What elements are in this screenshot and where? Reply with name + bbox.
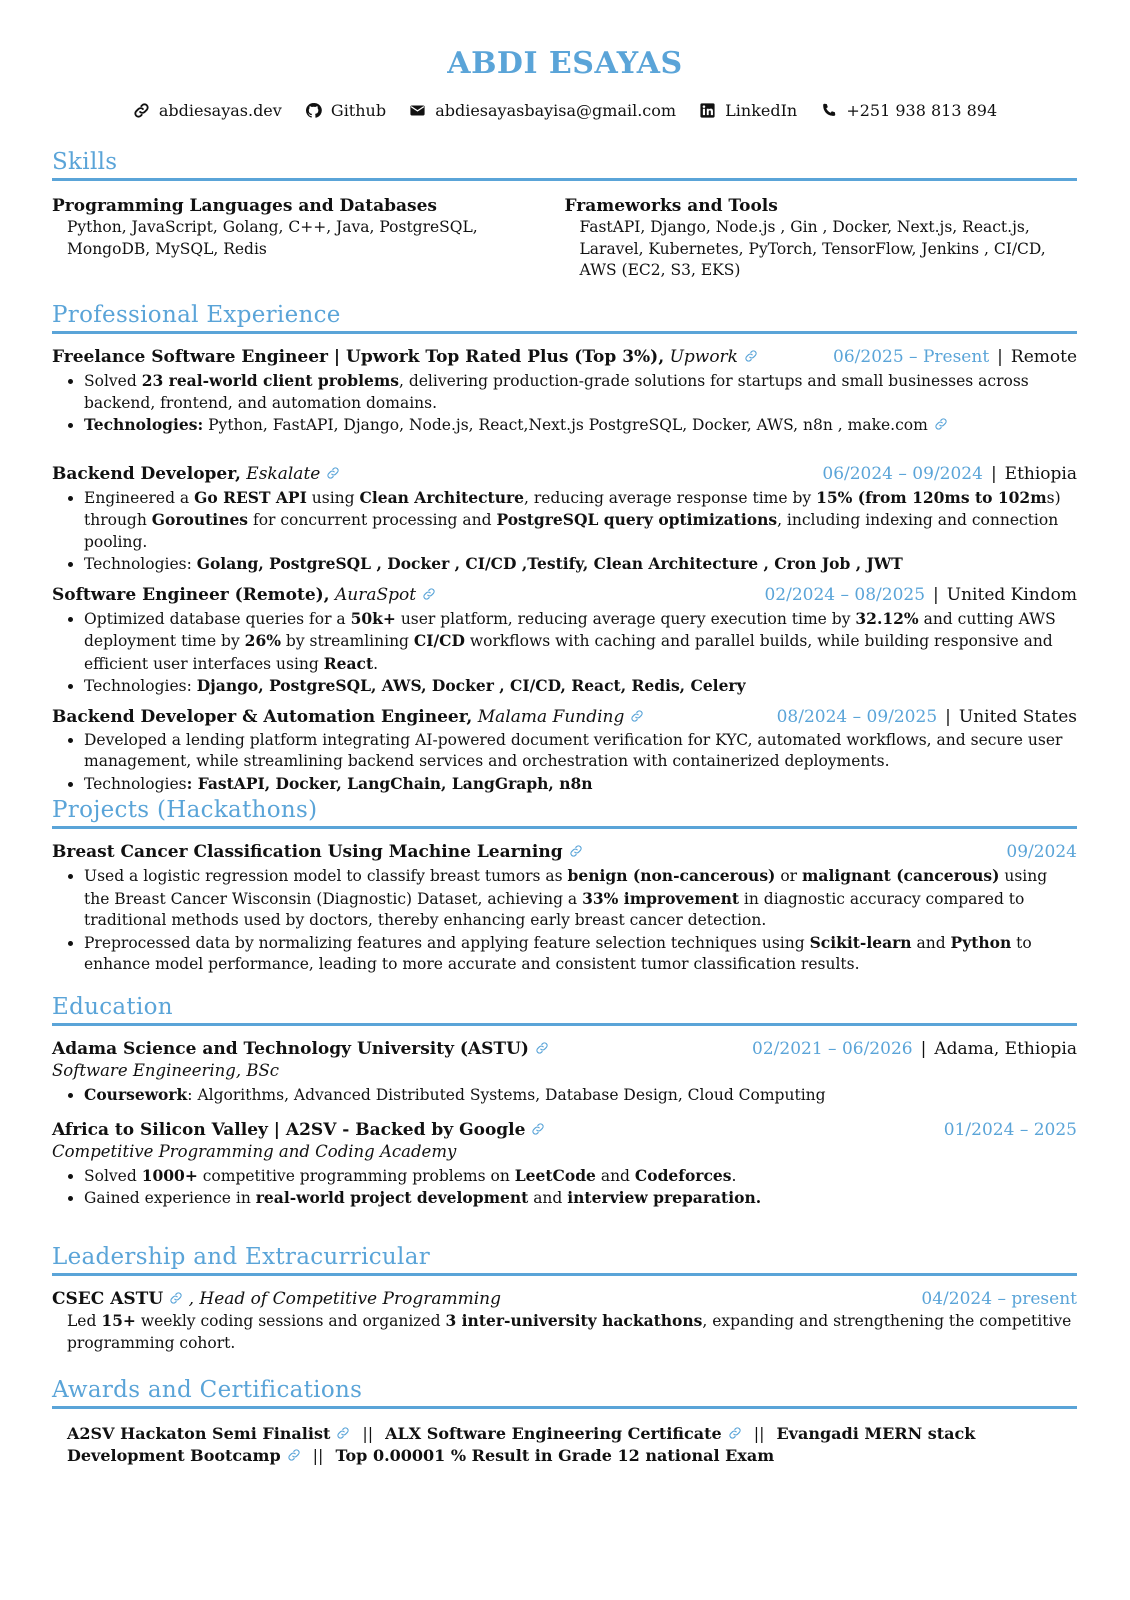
awards-section [52,1376,1077,1467]
section-title: Awards and Certifications [52,1376,1077,1409]
education-entry: Adama Science and Technology University (ASTU) 02/2021 – 06/2026 | Adama, Ethiopia Software Engineering, BSc • Coursework: Algorithms, Advanced Distributed Systems, Database Design, Cloud Computing [52,1038,1077,1107]
section-title: Professional Experience [52,301,1077,334]
education-bullet: • Gained experience in real-world project development and interview preparation. [84,1187,1077,1210]
link-icon[interactable] [326,466,340,480]
link-icon[interactable] [422,587,436,601]
education-bullet: • Solved 1000+ competitive programming problems on LeetCode and Codeforces. [84,1165,1077,1188]
experience-section [52,301,1077,795]
email-icon [409,102,426,119]
job-entry: Backend Developer & Automation Engineer, Malama Funding 08/2024 – 09/2025 | United States • Developed a lending platform integrating AI-powered document verification for KYC, automated workflows, and secure user management, while streamlining backend services and orchestration with containerized deployments. • Technologies: FastAPI, Docker, LangChain, LangGraph, n8n [52,706,1077,796]
skills-frameworks: Frameworks and Tools FastAPI, Django, Node.js , Gin , Docker, Next.js, React.js, Laravel, Kubernetes, PyTorch, TensorFlow, Jenkins , CI/CD, AWS (EC2, S3, EKS) [564,196,1046,279]
job-entry: Software Engineer (Remote), AuraSpot 02/2024 – 08/2025 | United Kindom • Optimized database queries for a 50k+ user platform, reducing average query execution time by 32.12% and cutting AWS deployment time by 26% by streamlining CI/CD workflows with caching and parallel builds, while building responsive and efficient user interfaces using React. • Technologies: Django, PostgreSQL, AWS, Docker , CI/CD, React, Redis, Celery [52,584,1077,698]
job-bullet: • Technologies: Golang, PostgreSQL , Docker , CI/CD ,Testify, Clean Architecture , Cron Job , JWT [84,553,1077,576]
section-title: Leadership and Extracurricular [52,1243,1077,1276]
github-link[interactable]: Github [305,101,386,120]
job-entry: Freelance Software Engineer | Upwork Top Rated Plus (Top 3%), Upwork 06/2025 – Present | Remote • Solved 23 real-world client problems, delivering production-grade solutions for startups and small businesses across backend, frontend, and automation domains. • Technologies: Python, FastAPI, Django, Node.js, React,Next.js PostgreSQL, Docker, AWS, n8n , make.com [52,346,1077,437]
link-icon[interactable] [535,1041,549,1055]
link-icon [133,102,150,119]
award-item: Evangadi MERN stack Development Bootcamp [67,1424,976,1465]
candidate-name: ABDI ESAYAS [447,46,683,81]
job-bullet: • Technologies: Python, FastAPI, Django, Node.js, React,Next.js PostgreSQL, Docker, AWS, n8n , make.com [84,414,1077,437]
link-icon[interactable] [934,417,948,431]
link-icon[interactable] [569,844,583,858]
section-title: Projects (Hackathons) [52,796,1077,829]
link-icon[interactable] [169,1291,183,1305]
projects-section [52,796,1077,976]
link-icon[interactable] [336,1426,350,1440]
job-bullet: • Optimized database queries for a 50k+ user platform, reducing average query execution time by 32.12% and cutting AWS deployment time by 26% by streamlining CI/CD workflows with caching and parallel builds, while building responsive and efficient user interfaces using React. [84,608,1077,676]
phone-link[interactable]: +251 938 813 894 [820,101,997,120]
award-item: A2SV Hackaton Semi Finalist [67,1424,331,1443]
project-entry: Breast Cancer Classification Using Machine Learning 09/2024 • Used a logistic regression model to classify breast tumors as benign (non-cancerous) or malignant (cancerous) using the Breast Cancer Wisconsin (Diagnostic) Dataset, achieving a 33% improvement in diagnostic accuracy compared to traditional methods used by doctors, thereby enhancing early breast cancer detection. • Preprocessed data by normalizing features and applying feature selection techniques using Scikit-learn and Python to enhance model performance, leading to more accurate and consistent tumor classification results. [52,841,1077,976]
section-title: Skills [52,148,1077,181]
award-item: ALX Software Engineering Certificate [385,1424,722,1443]
website-link[interactable]: abdiesayas.dev [133,101,282,120]
leadership-entry: CSEC ASTU , Head of Competitive Programming 04/2024 – present Led 15+ weekly coding sessions and organized 3 inter-university hackathons, expanding and strengthening the competitive programming cohort. [52,1288,1077,1354]
link-icon[interactable] [630,709,644,723]
leadership-description: Led 15+ weekly coding sessions and organized 3 inter-university hackathons, expanding and strengthening the competitive programming cohort. [67,1311,1072,1352]
job-entry: Backend Developer, Eskalate 06/2024 – 09/2024 | Ethiopia • Engineered a Go REST API using Clean Architecture, reducing average response time by 15% (from 120ms to 102ms) through Goroutines for concurrent processing and PostgreSQL query optimizations, including indexing and connection pooling. • Technologies: Golang, PostgreSQL , Docker , CI/CD ,Testify, Clean Architecture , Cron Job , JWT [52,463,1077,576]
job-bullet: • Technologies: Django, PostgreSQL, AWS, Docker , CI/CD, React, Redis, Celery [84,675,1077,698]
link-icon[interactable] [728,1426,742,1440]
link-icon[interactable] [744,349,758,363]
leadership-section [52,1243,1077,1354]
job-bullet: • Solved 23 real-world client problems, delivering production-grade solutions for startups and small businesses across backend, frontend, and automation domains. [84,370,1077,414]
awards-list: A2SV Hackaton Semi Finalist || ALX Software Engineering Certificate || Evangadi MERN stack Development Bootcamp || Top 0.00001 % Result in Grade 12 national Exam [67,1424,976,1465]
skills-section [52,148,1077,282]
project-bullet: • Preprocessed data by normalizing features and applying feature selection techniques using Scikit-learn and Python to enhance model performance, leading to more accurate and consistent tumor classification results. [84,932,1077,976]
phone-icon [820,102,837,119]
award-item: Top 0.00001 % Result in Grade 12 national Exam [335,1446,775,1465]
link-icon[interactable] [287,1448,301,1462]
job-bullet: • Technologies: FastAPI, Docker, LangChain, LangGraph, n8n [84,773,1077,796]
linkedin-icon [699,102,716,119]
link-icon[interactable] [531,1122,545,1136]
job-bullet: • Developed a lending platform integrating AI-powered document verification for KYC, automated workflows, and secure user management, while streamlining backend services and orchestration with containerized deployments. [84,730,1077,773]
github-icon [305,102,322,119]
linkedin-link[interactable]: LinkedIn [699,101,797,120]
education-bullet: • Coursework: Algorithms, Advanced Distributed Systems, Database Design, Cloud Computing [84,1084,1077,1107]
project-bullet: • Used a logistic regression model to classify breast tumors as benign (non-cancerous) or malignant (cancerous) using the Breast Cancer Wisconsin (Diagnostic) Dataset, achieving a 33% improvement in diagnostic accuracy compared to traditional methods used by doctors, thereby enhancing early breast cancer detection. [84,865,1077,932]
job-bullet: • Engineered a Go REST API using Clean Architecture, reducing average response time by 15% (from 120ms to 102ms) through Goroutines for concurrent processing and PostgreSQL query optimizations, including indexing and connection pooling. [84,487,1077,554]
email-link[interactable]: abdiesayasbayisa@gmail.com [409,101,676,120]
contact-bar [0,101,1130,123]
skills-languages: Programming Languages and Databases Python, JavaScript, Golang, C++, Java, PostgreSQL, MongoDB, MySQL, Redis [52,196,478,258]
section-title: Education [52,993,1077,1026]
education-entry: Africa to Silicon Valley | A2SV - Backed by Google 01/2024 – 2025 Competitive Programming and Coding Academy • Solved 1000+ competitive programming problems on LeetCode and Codeforces. • Gained experience in real-world project development and interview preparation. [52,1119,1077,1210]
education-section [52,993,1077,1210]
